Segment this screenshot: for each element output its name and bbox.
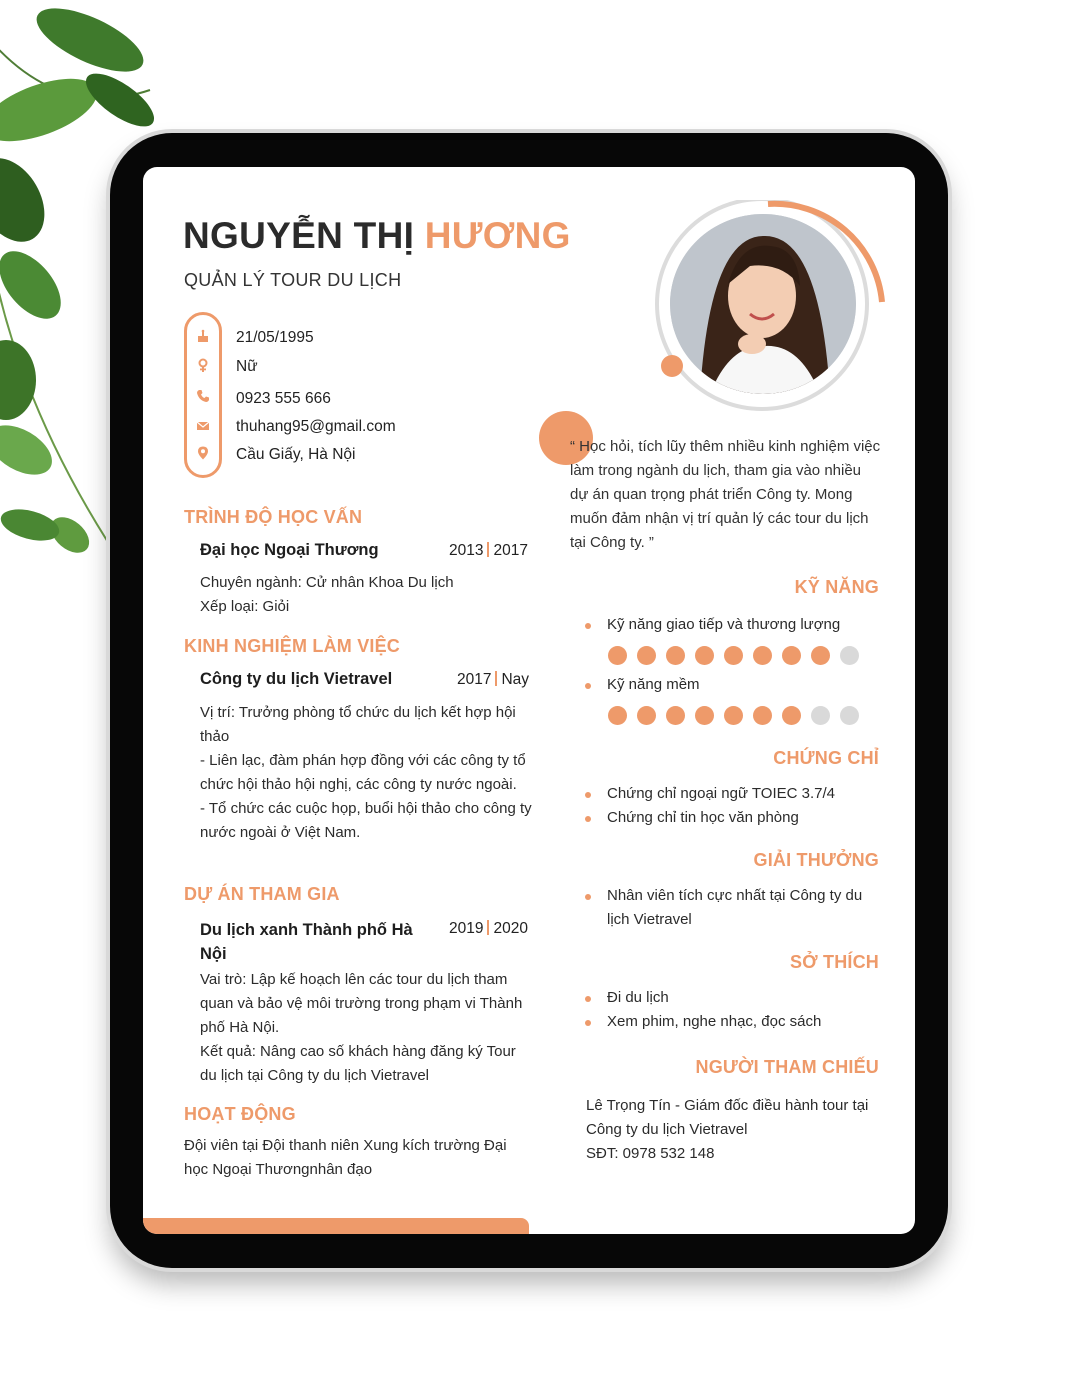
education-heading: TRÌNH ĐỘ HỌC VẤN [184,507,363,527]
position-label: Vị trí: [200,704,236,721]
project-result: Kết quả: Nâng cao số khách hàng đăng ký Tour du lịch tại Công ty du lịch Vietravel [200,1043,516,1084]
experience-details [200,701,534,845]
reference-person: Lê Trọng Tín - Giám đốc điều hành tour tại Công ty du lịch Vietravel [586,1097,869,1138]
experience-year-start: 2017 [457,671,492,688]
skill-item-1 [585,613,885,637]
education-school: Đại học Ngoại Thương [200,541,379,559]
certificate-item: Chứng chỉ tin học văn phòng [585,806,885,830]
activities-text: Đội viên tại Đội thanh niên Xung kích trường Đại học Ngoại Thươngnhân đạo [184,1137,507,1178]
profile-photo [670,214,856,394]
rating-dot-empty [840,706,859,725]
skill-item-2 [585,673,885,697]
project-name: Du lịch xanh Thành phố Hà Nội [200,921,413,963]
rating-dot-empty [811,706,830,725]
rating-dot-filled [608,706,627,725]
awards-list [585,884,885,932]
rating-dot-filled [608,646,627,665]
email-icon [196,419,210,433]
certificates-list [585,782,885,830]
experience-position [200,701,534,749]
education-major: Chuyên ngành: Cử nhân Khoa Du lịch [200,574,454,591]
last-name: HƯƠNG [424,215,571,256]
project-heading: DỰ ÁN THAM GIA [184,884,340,904]
experience-year-end: Nay [501,671,530,688]
candidate-name [183,215,571,257]
project-details [200,968,536,1088]
contact-icon-bar [184,312,222,478]
certificate-item: Chứng chỉ ngoại ngữ TOIEC 3.7/4 [585,782,885,806]
education-details [200,571,530,619]
rating-dot-filled [637,646,656,665]
phone-icon [196,389,210,403]
project-role: Vai trò: Lập kế hoạch lên các tour du lịch tham quan và bảo vệ môi trường trong phạm vi Thành phố Hà Nội. [200,971,523,1036]
hobby-item: Xem phim, nghe nhạc, đọc sách [585,1010,885,1034]
skill-label: Kỹ năng mềm [585,673,885,697]
hobbies-list [585,986,885,1034]
position-text: Trưởng phòng tổ chức du lịch kết hợp hội thảo [200,704,516,745]
reference-details [586,1094,886,1166]
rating-dot-filled [782,646,801,665]
reference-phone: SĐT: 0978 532 148 [586,1145,715,1162]
certificates-heading: CHỨNG CHỈ [773,748,879,768]
reference-heading: NGƯỜI THAM CHIẾU [695,1057,879,1077]
education-years [449,542,528,560]
job-title: QUẢN LÝ TOUR DU LỊCH [184,270,402,290]
location-pin-icon [196,446,210,460]
rating-dot-filled [666,706,685,725]
experience-heading: KINH NGHIỆM LÀM VIỆC [184,636,401,656]
rating-dot-filled [724,646,743,665]
skill-rating-1 [608,646,859,665]
skill-label: Kỹ năng giao tiếp và thương lượng [585,613,885,637]
rating-dot-filled [695,646,714,665]
birthday-cake-icon [196,329,210,343]
rating-dot-empty [840,646,859,665]
profile-photo-frame [648,200,888,420]
experience-duty-1: - Liên lạc, đàm phán hợp đồng với các công ty tổ chức hội thảo hội nghị, các công ty nước ngoài. [200,752,526,793]
experience-duty-2: - Tổ chức các cuộc họp, buổi hội thảo cho công ty nước ngoài ở Việt Nam. [200,800,532,841]
bottom-accent-bar [143,1218,529,1234]
education-year-end: 2017 [493,542,528,559]
gender-text: Nữ [236,358,258,375]
rating-dot-filled [753,706,772,725]
experience-company: Công ty du lịch Vietravel [200,670,393,688]
rating-dot-filled [782,706,801,725]
project-year-end: 2020 [493,920,528,937]
phone-text: 0923 555 666 [236,390,331,407]
cv-page [143,167,915,1234]
rating-dot-filled [666,646,685,665]
experience-years [457,671,529,689]
rating-dot-filled [695,706,714,725]
awards-heading: GIẢI THƯỞNG [753,850,879,870]
project-year-start: 2019 [449,920,484,937]
rating-dot-filled [637,706,656,725]
skills-heading: KỸ NĂNG [794,577,879,597]
activities-heading: HOẠT ĐỘNG [184,1104,296,1124]
first-name: NGUYỄN THỊ [183,215,415,256]
education-grade: Xếp loại: Giỏi [200,598,290,615]
rating-dot-filled [811,646,830,665]
email-text: thuhang95@gmail.com [236,418,396,435]
hobby-item: Đi du lịch [585,986,885,1010]
rating-dot-filled [753,646,772,665]
hobbies-heading: SỞ THÍCH [790,952,879,972]
project-years [449,920,528,938]
award-item: Nhân viên tích cực nhất tại Công ty du lịch Vietravel [585,884,885,932]
skill-rating-2 [608,706,859,725]
education-year-start: 2013 [449,542,484,559]
address-text: Cầu Giấy, Hà Nội [236,446,356,463]
gender-icon [196,358,210,372]
rating-dot-filled [724,706,743,725]
birthday-text: 21/05/1995 [236,329,314,346]
career-objective-quote: “ Học hỏi, tích lũy thêm nhiều kinh nghiệm việc làm trong ngành du lịch, tham gia vào nhiều dự án quan trọng phát triển Công ty. Mong muốn đảm nhận vị trí quản lý các tour du lịch tại Công ty. ” [570,438,881,551]
